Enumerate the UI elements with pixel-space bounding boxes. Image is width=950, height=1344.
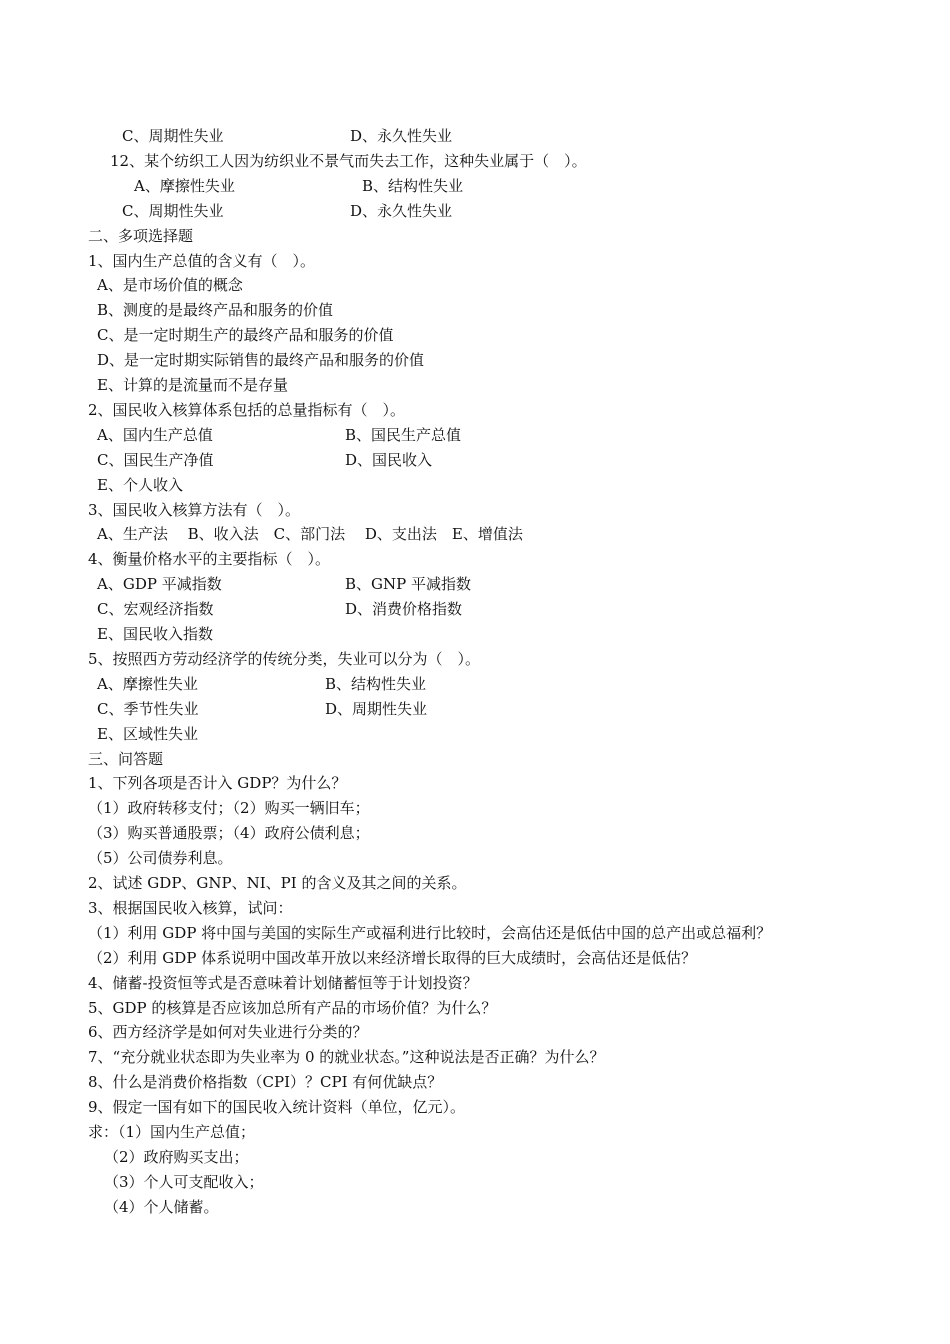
line-text: （4）个人储蓄。	[104, 1197, 219, 1216]
option-text: D、永久性失业	[350, 201, 453, 220]
line-text: （1）政府转移支付；（2）购买一辆旧车；	[88, 799, 370, 818]
line-text: E、区域性失业	[97, 724, 198, 743]
line-text: E、计算的是流量而不是存量	[97, 376, 288, 394]
line-text: （1）利用 GDP 将中国与美国的实际生产或福利进行比较时，会高估还是低估中国的总产出或总福利？	[88, 923, 772, 942]
line-text: 5、按照西方劳动经济学的传统分类，失业可以分为（ ）。	[88, 649, 481, 668]
option-text: B、结构性失业	[325, 674, 427, 693]
option-text: C、周期性失业	[122, 201, 224, 220]
option-text: D、永久性失业	[350, 127, 453, 145]
option-text: C、国民生产净值	[97, 450, 214, 469]
option-text: A、摩擦性失业	[97, 674, 198, 693]
line-text: 6、西方经济学是如何对失业进行分类的？	[88, 1023, 368, 1042]
line-text: （5）公司债券利息。	[88, 849, 233, 868]
line-text: 2、试述 GDP、GNP、NI、PI 的含义及其之间的关系。	[88, 874, 467, 892]
line-text: （2）政府购买支出；	[104, 1147, 249, 1166]
option-text: A、GDP 平减指数	[97, 575, 222, 594]
option-text: D、消费价格指数	[345, 600, 463, 619]
line-text: 1、下列各项是否计入 GDP？为什么？	[88, 774, 347, 793]
option-text: A、国内生产总值	[97, 425, 213, 444]
option-text: C、宏观经济指数	[97, 600, 214, 619]
line-text: 三、问答题	[88, 749, 164, 768]
line-text: （2）利用 GDP 体系说明中国改革开放以来经济增长取得的巨大成绩时，会高估还是低估？	[88, 948, 697, 967]
line-text: E、个人收入	[97, 475, 183, 494]
line-text: 4、储蓄-投资恒等式是否意味着计划储蓄恒等于计划投资？	[88, 973, 478, 992]
line-text: 3、根据国民收入核算，试问：	[88, 898, 293, 917]
line-text: 2、国民收入核算体系包括的总量指标有（ ）。	[88, 400, 406, 419]
line-text: 1、国内生产总值的含义有（ ）。	[88, 251, 316, 270]
line-text: A、生产法 B、收入法 C、部门法 D、支出法 E、增值法	[97, 525, 523, 544]
line-text: 12、某个纺织工人因为纺织业不景气而失去工作，这种失业属于（ ）。	[110, 151, 587, 170]
line-text: E、国民收入指数	[97, 625, 213, 643]
option-text: D、周期性失业	[325, 699, 428, 718]
line-text: （3）购买普通股票；（4）政府公债利息；	[88, 824, 370, 843]
line-text: 9、假定一国有如下的国民收入统计资料（单位，亿元）。	[88, 1098, 466, 1117]
line-text: 4、衡量价格水平的主要指标（ ）。	[88, 550, 331, 569]
line-text: 8、什么是消费价格指数（CPI）？CPI 有何优缺点？	[88, 1073, 443, 1092]
line-text: （3）个人可支配收入；	[104, 1172, 264, 1191]
option-text: B、结构性失业	[362, 176, 464, 195]
line-text: B、测度的是最终产品和服务的价值	[97, 301, 334, 320]
line-text: 5、GDP 的核算是否应该加总所有产品的市场价值？为什么？	[88, 998, 497, 1017]
line-text: A、是市场价值的概念	[97, 276, 243, 295]
option-text: B、国民生产总值	[345, 425, 462, 444]
line-text: 二、多项选择题	[88, 226, 194, 245]
line-text: 求：（1）国内生产总值；	[88, 1123, 256, 1141]
line-text: 7、“充分就业状态即为失业率为 0 的就业状态。”这种说法是否正确？为什么？	[88, 1048, 605, 1067]
option-text: A、摩擦性失业	[134, 176, 235, 195]
option-text: B、GNP 平减指数	[345, 575, 471, 594]
option-text: C、周期性失业	[122, 127, 224, 145]
line-text: D、是一定时期实际销售的最终产品和服务的价值	[97, 351, 425, 370]
option-text: C、季节性失业	[97, 699, 199, 718]
line-text: 3、国民收入核算方法有（ ）。	[88, 500, 301, 519]
option-text: D、国民收入	[345, 450, 433, 469]
line-text: C、是一定时期生产的最终产品和服务的价值	[97, 326, 394, 345]
